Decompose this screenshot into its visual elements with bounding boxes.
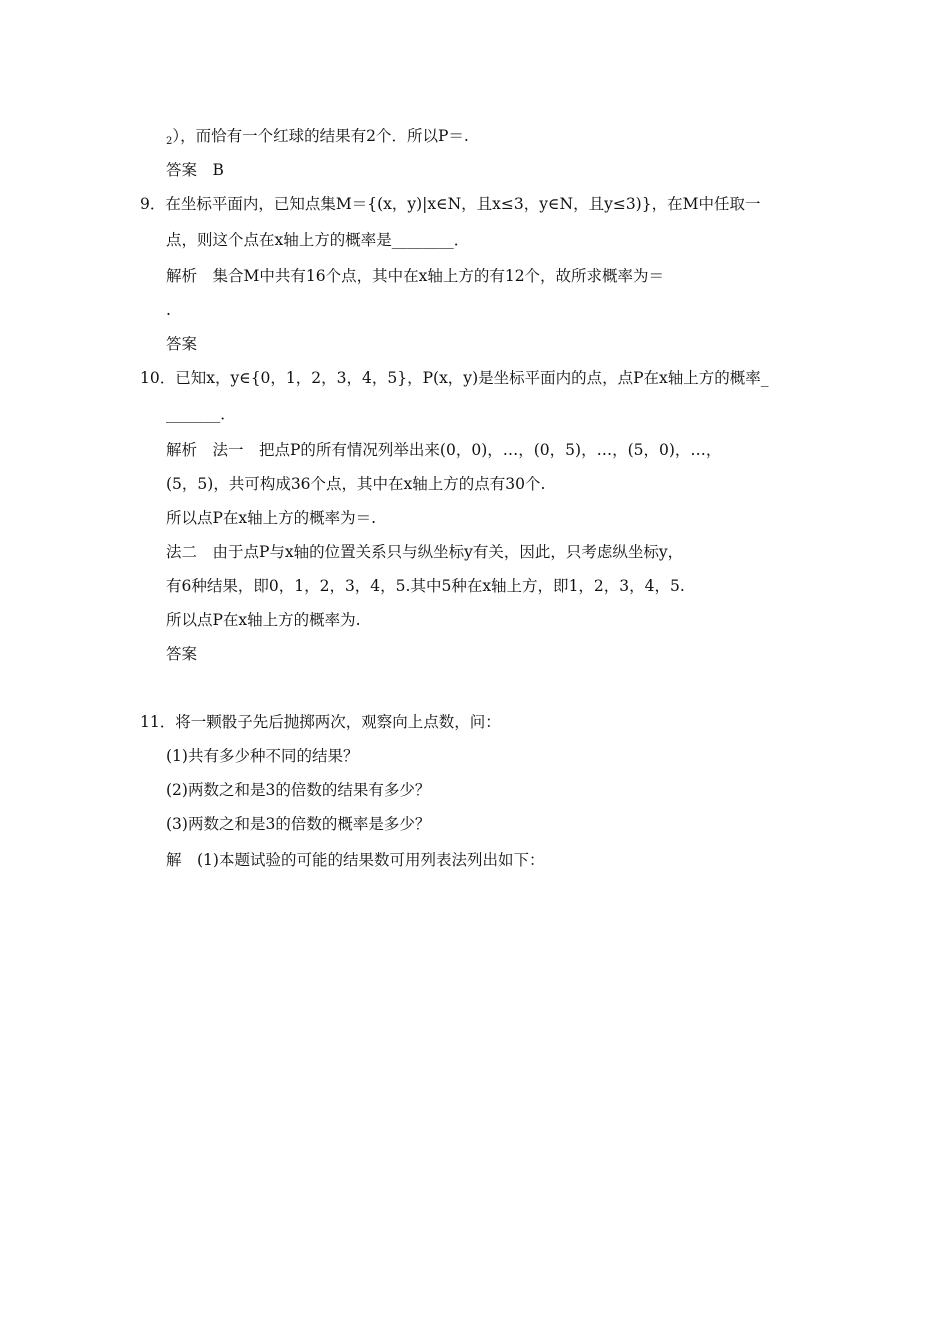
analysis-method-1-line-3: 所以点P在x轴上方的概率为＝.: [166, 509, 377, 527]
answer-line: 答案 B: [166, 161, 224, 179]
answer-line: 答案: [166, 335, 198, 353]
period-line: .: [166, 301, 171, 319]
analysis-method-2-line-2: 有6种结果，即0，1，2，3，4，5.其中5种在x轴上方，即1，2，3，4，5.: [166, 577, 685, 595]
analysis-line: 解析 集合M中共有16个点，其中在x轴上方的有12个，故所求概率为＝: [166, 267, 665, 285]
question-9-line-2: 点，则这个点在x轴上方的概率是________．: [166, 231, 470, 249]
analysis-method-1-line-2: (5，5)，共可构成36个点，其中在x轴上方的点有30个.: [166, 475, 546, 493]
analysis-method-2-line-3: 所以点P在x轴上方的概率为.: [166, 611, 361, 629]
question-11-line: 11．将一颗骰子先后抛掷两次，观察向上点数，问：: [140, 713, 501, 731]
question-11-part-3: (3)两数之和是3的倍数的概率是多少？: [166, 815, 431, 833]
question-11-part-2: (2)两数之和是3的倍数的结果有多少？: [166, 781, 431, 799]
text-line-content: ），而恰有一个红球的结果有2个．所以P＝.: [172, 127, 469, 145]
question-10-line-2: _______．: [166, 405, 236, 423]
question-9-line-1: 9．在坐标平面内，已知点集M＝{(x，y)|x∈N，且x≤3，y∈N，且y≤3)}，在M中任取一: [140, 195, 761, 213]
answer-line: 答案: [166, 645, 198, 663]
question-11-part-1: (1)共有多少种不同的结果？: [166, 747, 359, 765]
text-line-continuation: [166, 126, 469, 152]
analysis-method-1-line-1: 解析 法一 把点P的所有情况列举出来(0，0)，…，(0，5)，…，(5，0)，…，: [166, 441, 722, 459]
analysis-method-2-line-1: 法二 由于点P与x轴的位置关系只与纵坐标y有关，因此，只考虑纵坐标y，: [166, 543, 684, 561]
subscript-text: 2: [166, 136, 173, 147]
question-10-line-1: 10．已知x，y∈{0，1，2，3，4，5}，P(x，y)是坐标平面内的点，点P在x轴上方的概率_: [140, 369, 769, 387]
solution-line: 解 (1)本题试验的可能的结果数可用列表法列出如下：: [166, 851, 545, 869]
